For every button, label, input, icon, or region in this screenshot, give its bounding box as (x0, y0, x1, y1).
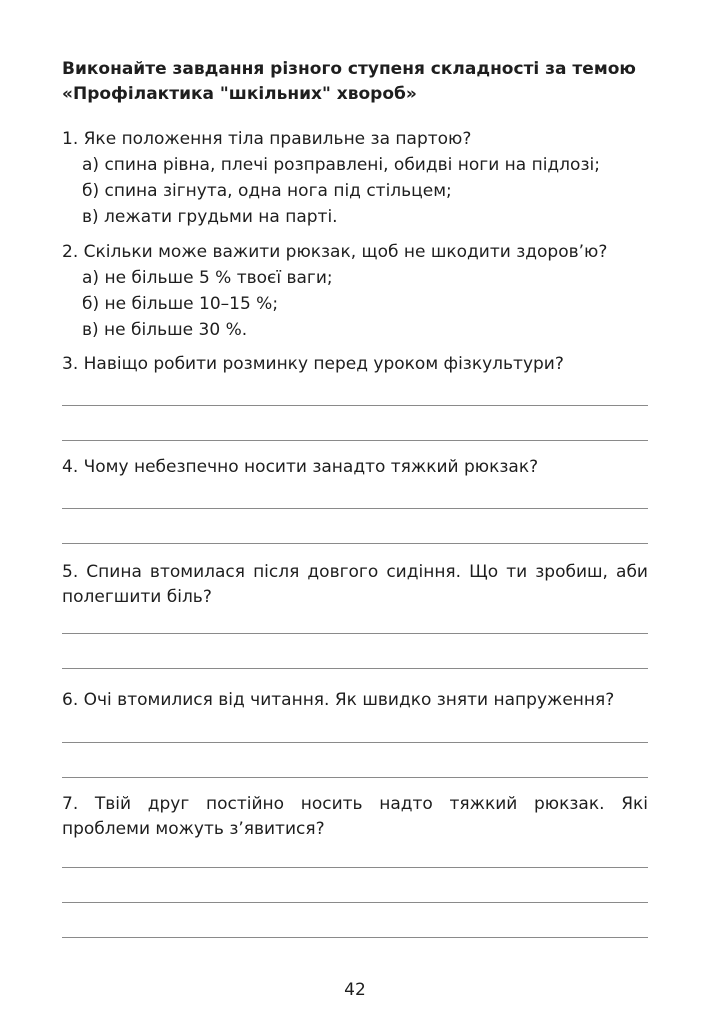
answer-line[interactable] (62, 440, 648, 441)
question-1-option-c: в) лежати грудьми на парті. (82, 207, 338, 227)
question-5: 5. Спина втомилася після довгого сидіння. Що ти зробиш, аби полегшити біль? (62, 562, 648, 607)
question-6: 6. Очі втомилися від читання. Як швидко зняти напруження? (62, 690, 615, 710)
question-2-option-b: б) не більше 10–15 %; (82, 294, 279, 314)
question-3: 3. Навіщо робити розминку перед уроком фізкультури? (62, 354, 564, 374)
answer-line[interactable] (62, 902, 648, 903)
question-1-option-a: а) спина рівна, плечі розправлені, обидві ноги на підлозі; (82, 155, 600, 175)
answer-line[interactable] (62, 543, 648, 544)
task-heading (62, 57, 648, 107)
question-2-option-c: в) не більше 30 %. (82, 320, 248, 340)
question-2-option-a: а) не більше 5 % твоєї ваги; (82, 268, 333, 288)
question-4: 4. Чому небезпечно носити занадто тяжкий рюкзак? (62, 457, 539, 477)
page-number: 42 (344, 980, 366, 1000)
question-1-option-b: б) спина зігнута, одна нога під стільцем; (82, 181, 452, 201)
answer-line[interactable] (62, 405, 648, 406)
answer-line[interactable] (62, 867, 648, 868)
task-heading-line-1: Виконайте завдання різного ступеня складності за темою (62, 59, 636, 79)
task-heading-line-2: «Профілактика "шкільних" хвороб» (62, 84, 417, 104)
question-2: 2. Скільки може важити рюкзак, щоб не шкодити здоров’ю? (62, 242, 608, 262)
answer-line[interactable] (62, 508, 648, 509)
answer-line[interactable] (62, 937, 648, 938)
workbook-page (62, 0, 648, 1024)
answer-line[interactable] (62, 668, 648, 669)
question-7: 7. Твій друг постійно носить надто тяжкий рюкзак. Які проблеми можуть з’явитися? (62, 794, 648, 839)
answer-line[interactable] (62, 777, 648, 778)
answer-line[interactable] (62, 742, 648, 743)
answer-line[interactable] (62, 633, 648, 634)
question-1: 1. Яке положення тіла правильне за партою? (62, 129, 472, 149)
